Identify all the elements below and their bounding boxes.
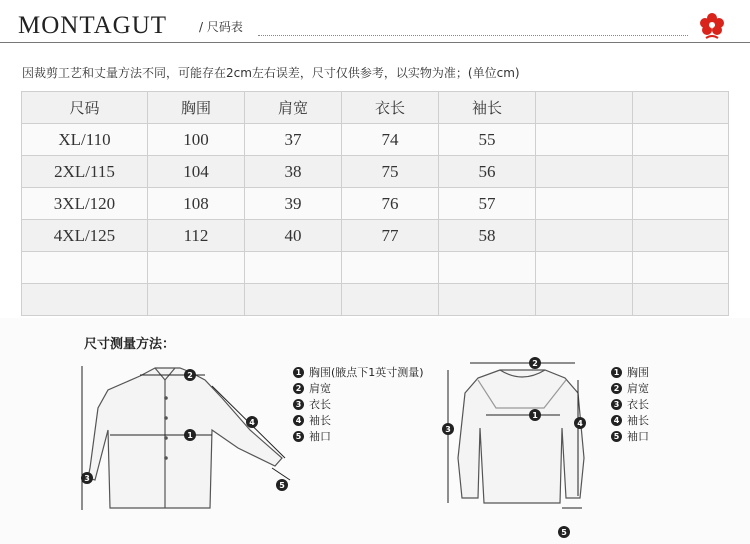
number-badge: 2 <box>293 383 304 394</box>
table-cell <box>536 252 633 284</box>
sweater-diagram <box>458 370 584 503</box>
number-badge: 4 <box>293 415 304 426</box>
table-cell <box>22 252 148 284</box>
table-cell <box>536 220 633 252</box>
table-row <box>22 156 729 188</box>
table-cell <box>633 252 729 284</box>
table-cell <box>536 284 633 316</box>
table-row <box>22 124 729 156</box>
table-cell <box>536 188 633 220</box>
table-cell: 2XL/115 <box>22 156 148 188</box>
table-row <box>22 252 729 284</box>
header-cell <box>633 92 729 124</box>
table-cell <box>342 284 439 316</box>
table-cell <box>536 124 633 156</box>
header-cell: 胸围 <box>148 92 245 124</box>
table-cell <box>536 156 633 188</box>
table-cell: 76 <box>342 188 439 220</box>
table-cell: 112 <box>148 220 245 252</box>
size-table <box>21 91 729 316</box>
svg-text:3: 3 <box>84 474 90 483</box>
svg-text:2: 2 <box>532 359 538 368</box>
table-cell <box>148 252 245 284</box>
legend-label: 袖长 <box>309 414 331 427</box>
table-cell: 100 <box>148 124 245 156</box>
legend-label: 胸围 <box>627 366 649 379</box>
table-cell: 74 <box>342 124 439 156</box>
legend-item <box>611 428 649 444</box>
number-badge: 3 <box>293 399 304 410</box>
legend-item <box>293 412 424 428</box>
header-cell: 袖长 <box>439 92 536 124</box>
table-cell <box>633 284 729 316</box>
table-cell: 38 <box>245 156 342 188</box>
legend-label: 肩宽 <box>627 382 649 395</box>
legend-item <box>293 364 424 380</box>
flower-logo-icon <box>696 10 728 42</box>
header-cell: 尺码 <box>22 92 148 124</box>
svg-text:1: 1 <box>532 411 538 420</box>
header-dotted-line <box>258 35 688 36</box>
number-badge: 1 <box>293 367 304 378</box>
table-cell <box>245 284 342 316</box>
measurement-title: 尺寸测量方法： <box>84 337 176 352</box>
number-badge: 5 <box>611 431 622 442</box>
table-row <box>22 188 729 220</box>
legend-label: 袖口 <box>309 430 331 443</box>
legend-label: 胸围(腋点下1英寸测量) <box>309 366 424 379</box>
table-cell <box>633 220 729 252</box>
shirt-legend <box>293 364 424 444</box>
table-cell <box>22 284 148 316</box>
table-cell: 104 <box>148 156 245 188</box>
number-badge: 5 <box>293 431 304 442</box>
brand-name: MONTAGUT <box>18 12 168 39</box>
legend-item <box>611 364 649 380</box>
table-cell <box>148 284 245 316</box>
table-cell <box>633 188 729 220</box>
table-row <box>22 284 729 316</box>
header-divider <box>0 42 750 43</box>
table-cell: 56 <box>439 156 536 188</box>
legend-label: 衣长 <box>309 398 331 411</box>
table-cell <box>342 252 439 284</box>
measurement-note: 因裁剪工艺和丈量方法不同，可能存在2cm左右误差，尺寸仅供参考，以实物为准；(单位cm) <box>22 66 520 80</box>
table-cell <box>439 252 536 284</box>
legend-item <box>611 412 649 428</box>
page-subtitle: / 尺码表 <box>199 20 243 34</box>
table-cell: 75 <box>342 156 439 188</box>
svg-text:3: 3 <box>445 425 451 434</box>
number-badge: 1 <box>611 367 622 378</box>
table-cell <box>633 124 729 156</box>
svg-text:4: 4 <box>577 419 583 428</box>
legend-item <box>611 380 649 396</box>
number-badge: 3 <box>611 399 622 410</box>
number-badge: 4 <box>611 415 622 426</box>
table-cell: 77 <box>342 220 439 252</box>
sweater-legend <box>611 364 649 444</box>
table-header-row <box>22 92 729 124</box>
table-cell: 3XL/120 <box>22 188 148 220</box>
number-badge: 2 <box>611 383 622 394</box>
header-cell: 衣长 <box>342 92 439 124</box>
legend-item <box>293 380 424 396</box>
svg-text:5: 5 <box>561 528 567 537</box>
table-cell <box>439 284 536 316</box>
table-cell: 57 <box>439 188 536 220</box>
legend-item <box>293 396 424 412</box>
table-row <box>22 220 729 252</box>
svg-text:1: 1 <box>187 431 193 440</box>
legend-label: 肩宽 <box>309 382 331 395</box>
table-cell: 4XL/125 <box>22 220 148 252</box>
table-cell: 55 <box>439 124 536 156</box>
table-cell: 39 <box>245 188 342 220</box>
svg-text:4: 4 <box>249 418 255 427</box>
header-cell: 肩宽 <box>245 92 342 124</box>
legend-label: 袖口 <box>627 430 649 443</box>
table-cell: 40 <box>245 220 342 252</box>
table-cell: 37 <box>245 124 342 156</box>
legend-item <box>611 396 649 412</box>
legend-item <box>293 428 424 444</box>
legend-label: 袖长 <box>627 414 649 427</box>
svg-text:5: 5 <box>279 481 285 490</box>
table-cell <box>245 252 342 284</box>
header-cell <box>536 92 633 124</box>
table-cell <box>633 156 729 188</box>
table-cell: XL/110 <box>22 124 148 156</box>
table-cell: 108 <box>148 188 245 220</box>
svg-text:2: 2 <box>187 371 193 380</box>
legend-label: 衣长 <box>627 398 649 411</box>
table-cell: 58 <box>439 220 536 252</box>
